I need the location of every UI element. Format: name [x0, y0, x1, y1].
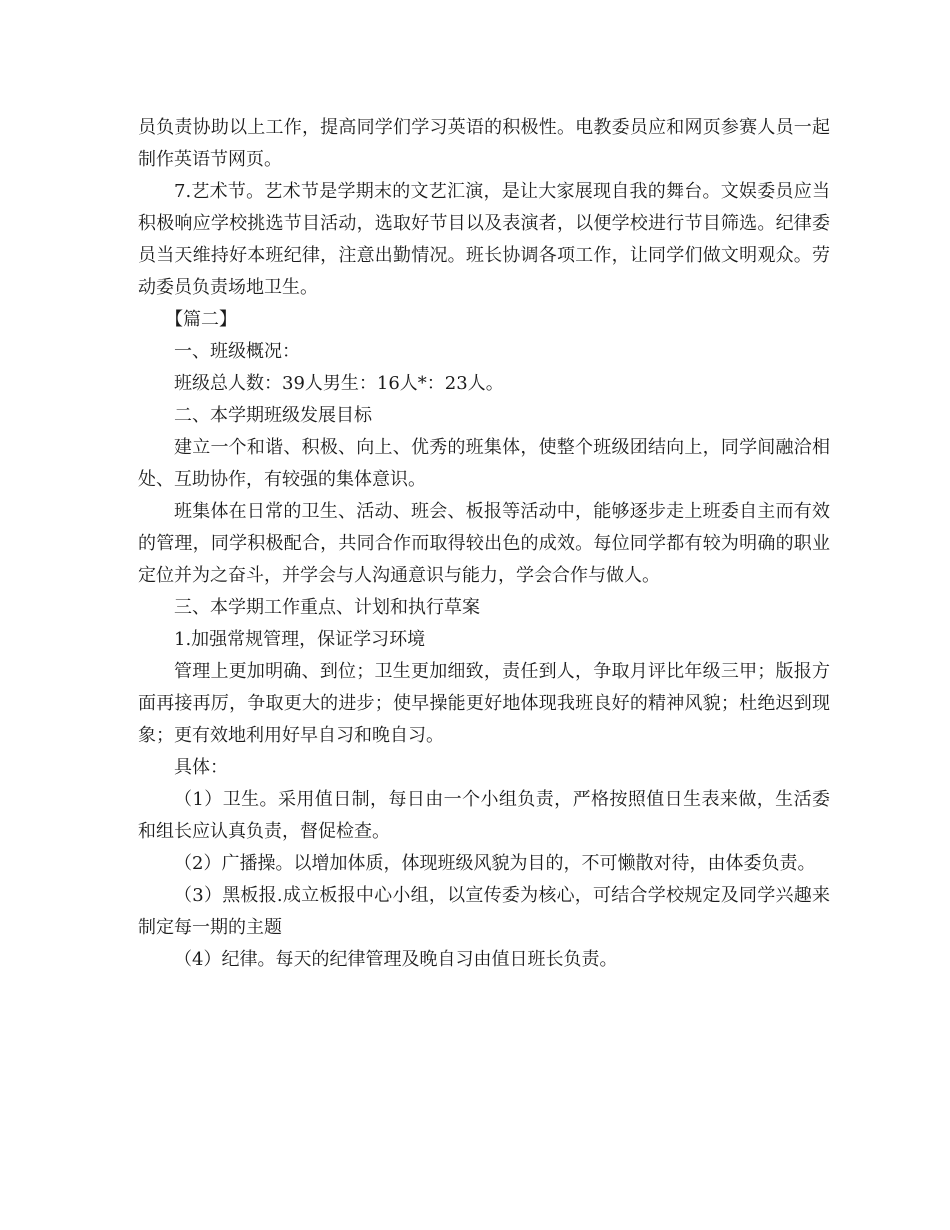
- heading-routine-management: 1.加强常规管理，保证学习环境: [174, 629, 426, 650]
- paragraph-goal-harmony: 建立一个和谐、积极、向上、优秀的班集体，使整个班级团结向上，同学间融洽相处、互助协作，有较强的集体意识。: [138, 437, 830, 490]
- list-item-discipline: （4）纪律。每天的纪律管理及晚自习由值日班长负责。: [174, 949, 618, 970]
- paragraph-goal-management: 班集体在日常的卫生、活动、班会、板报等活动中，能够逐步走上班委自主而有效的管理，同学积极配合，共同合作而取得较出色的成效。每位同学都有较为明确的职业定位并为之奋斗，并学会与人沟通意识与能力，学会合作与做人。: [138, 501, 830, 586]
- list-item-exercise: （2）广播操。以增加体质，体现班级风貌为目的，不可懒散对待，由体委负责。: [174, 853, 816, 874]
- heading-work-plan: 三、本学期工作重点、计划和执行草案: [174, 597, 480, 618]
- paragraph-art-festival: 7.艺术节。艺术节是学期末的文艺汇演，是让大家展现自我的舞台。文娱委员应当积极响应学校挑选节目活动，选取好节目以及表演者，以便学校进行节目筛选。纪律委员当天维持好本班纪律，注意出勤情况。班长协调各项工作，让同学们做文明观众。劳动委员负责场地卫生。: [138, 181, 830, 298]
- heading-development-goals: 二、本学期班级发展目标: [174, 405, 372, 426]
- heading-class-overview: 一、班级概况：: [174, 341, 300, 362]
- section-title-part-two: 【篇二】: [165, 309, 237, 330]
- list-item-blackboard: （3）黑板报.成立板报中心小组，以宣传委为核心，可结合学校规定及同学兴趣来制定每一期的主题: [138, 885, 830, 938]
- paragraph-class-size: 班级总人数：39人男生：16人*：23人。: [174, 373, 504, 394]
- paragraph-management-details: 管理上更加明确、到位；卫生更加细致，责任到人，争取月评比年级三甲；版报方面再接再厉，争取更大的进步；使早操能更好地体现我班良好的精神风貌；杜绝迟到现象；更有效地利用好早自习和晚自习。: [138, 661, 830, 746]
- paragraph-continuation: 员负责协助以上工作，提高同学们学习英语的积极性。电教委员应和网页参赛人员一起制作英语节网页。: [138, 117, 830, 170]
- label-specifics: 具体：: [174, 757, 228, 778]
- list-item-hygiene: （1）卫生。采用值日制，每日由一个小组负责，严格按照值日生表来做，生活委和组长应认真负责，督促检查。: [138, 789, 830, 842]
